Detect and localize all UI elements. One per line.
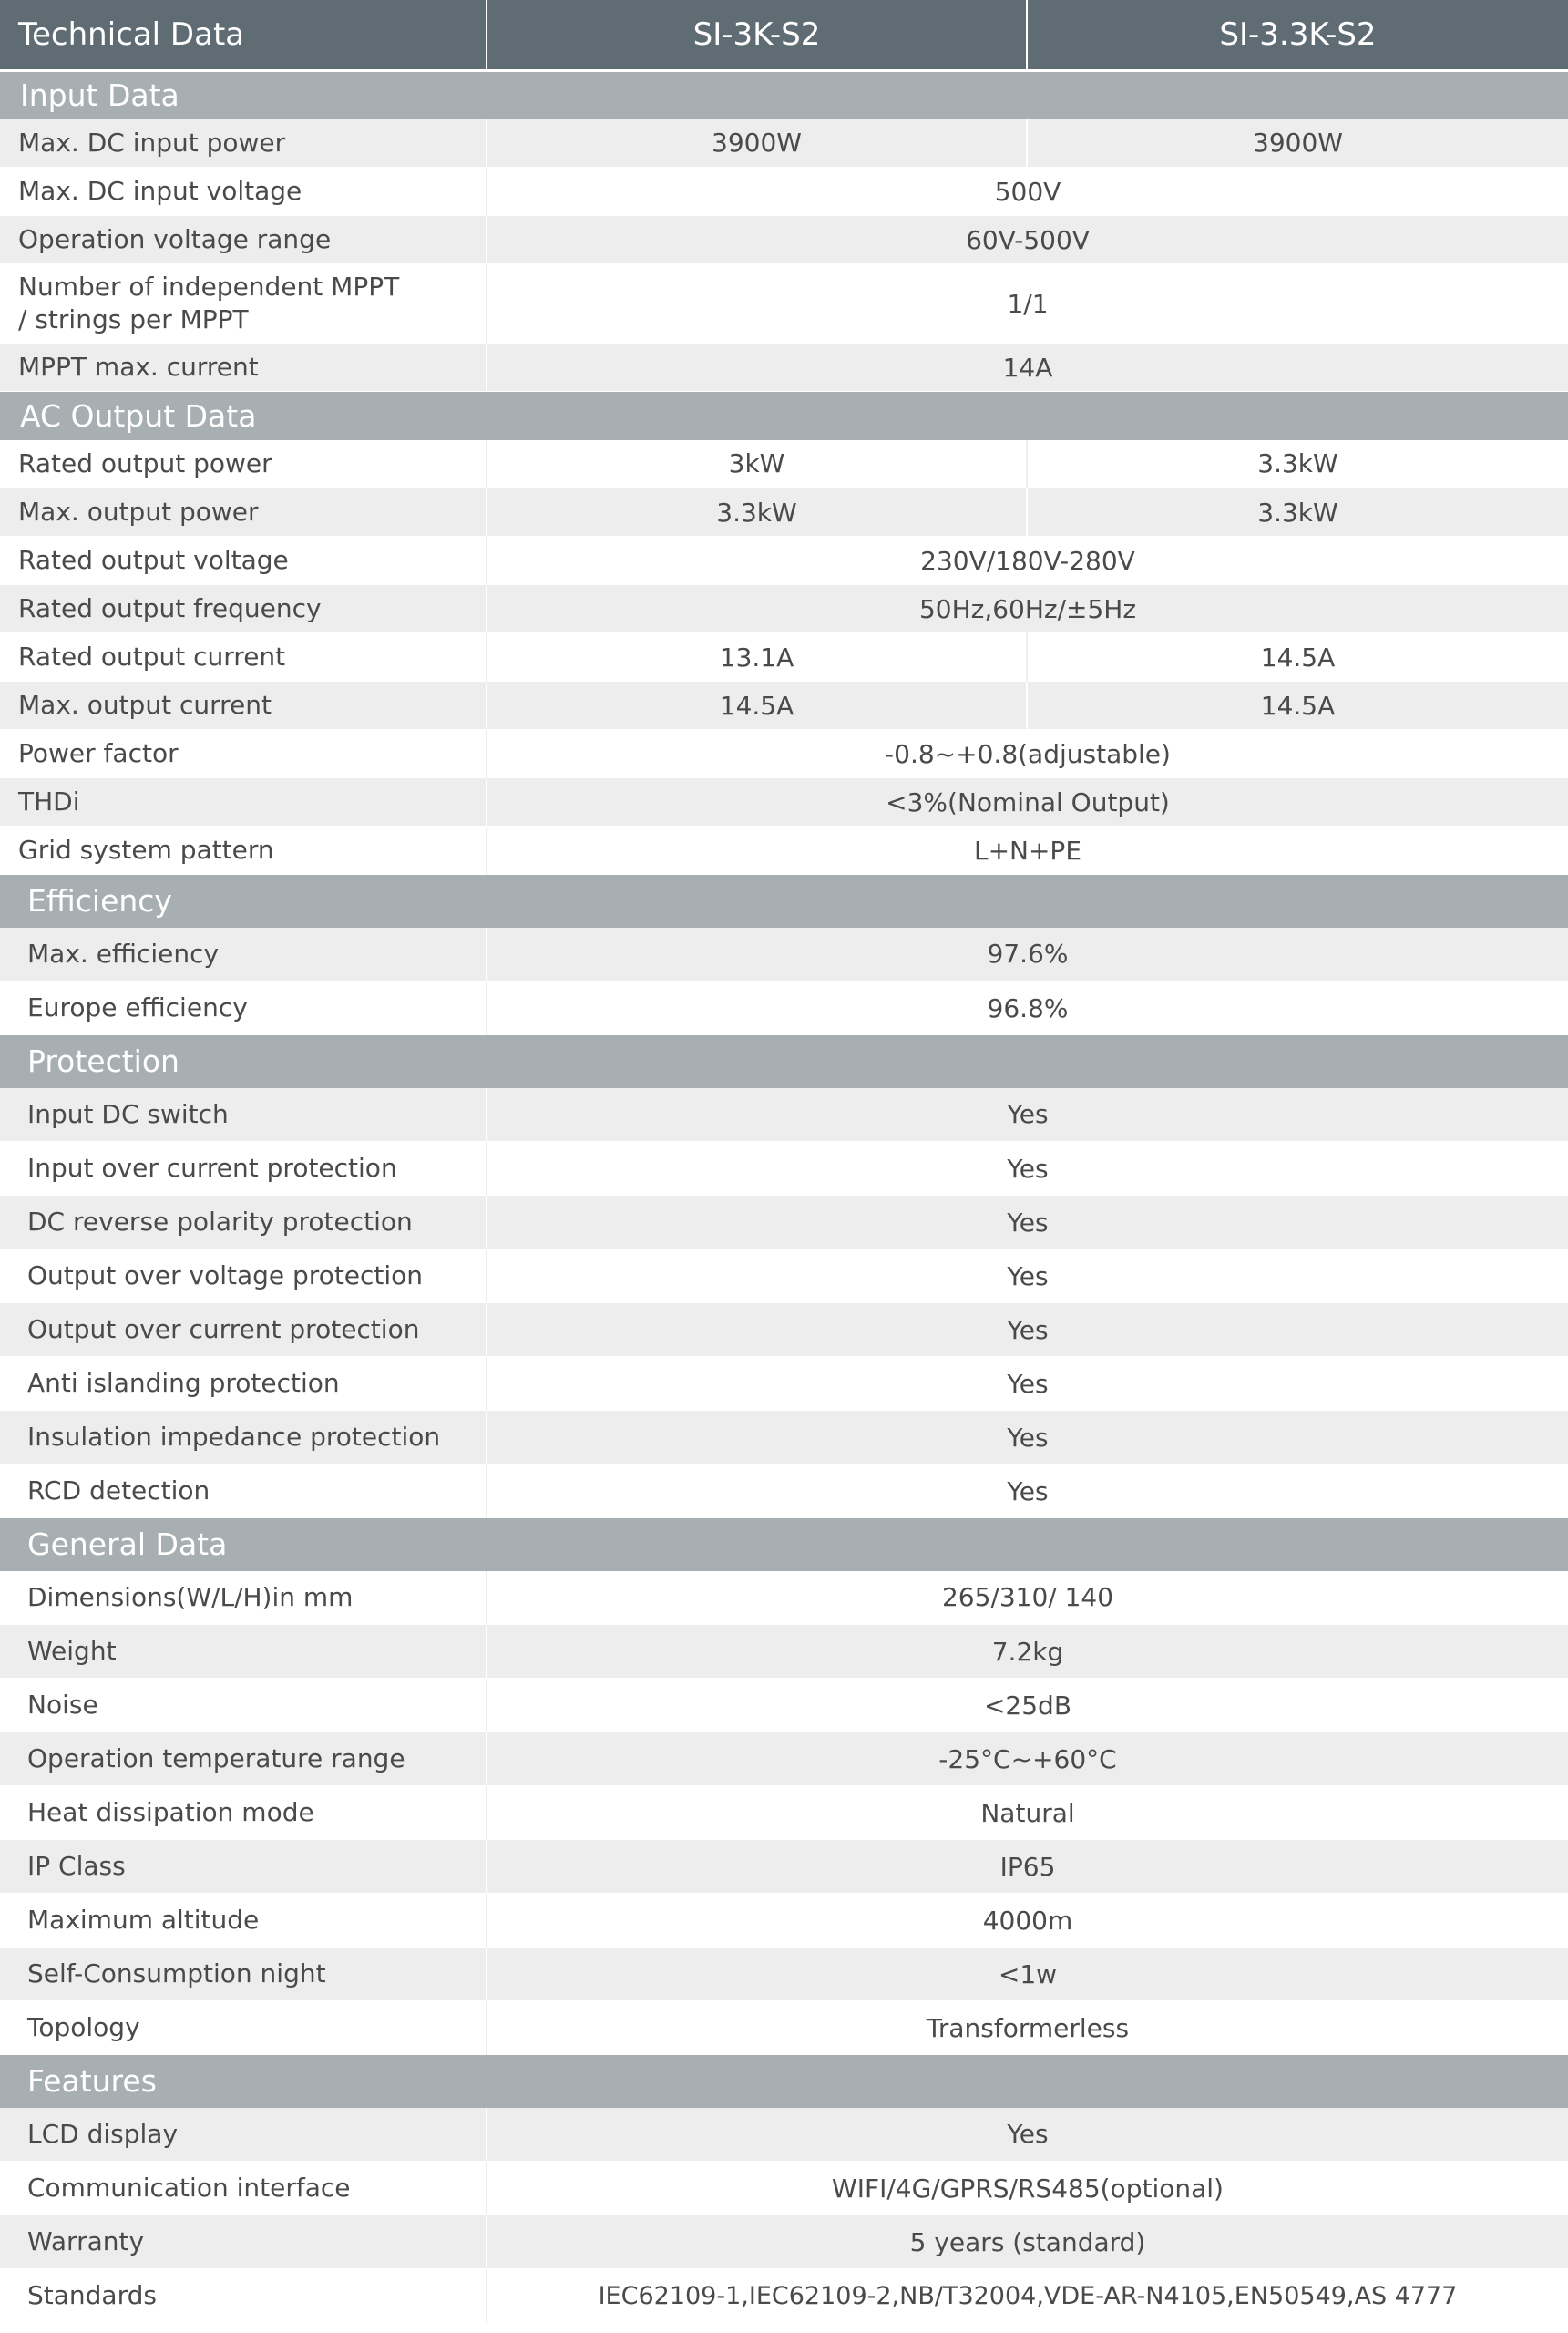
row-value: Yes <box>487 1142 1568 1196</box>
row-value: 230V/180V-280V <box>487 537 1568 585</box>
table-row <box>0 1840 1568 1894</box>
row-label: IP Class <box>0 1840 487 1894</box>
table-row <box>0 1679 1568 1732</box>
table-row <box>0 2162 1568 2215</box>
section-title: Protection <box>0 1035 1568 1088</box>
row-label: Input DC switch <box>0 1088 487 1142</box>
row-label: Max. DC input power <box>0 119 487 168</box>
section-title: Features <box>0 2055 1568 2108</box>
row-value-model-1: 3.3kW <box>487 488 1027 537</box>
table-row <box>0 827 1568 875</box>
table-row <box>0 216 1568 264</box>
row-value: 97.6% <box>487 928 1568 982</box>
model-2-header: SI-3.3K-S2 <box>1027 0 1568 71</box>
row-value: Yes <box>487 1465 1568 1518</box>
row-label: Max. DC input voltage <box>0 168 487 216</box>
row-value-model-2: 3900W <box>1027 119 1568 168</box>
row-value: Yes <box>487 1411 1568 1465</box>
table-row <box>0 119 1568 168</box>
table-row <box>0 982 1568 1035</box>
table-header-row <box>0 0 1568 71</box>
row-label: RCD detection <box>0 1465 487 1518</box>
table-row <box>0 1196 1568 1249</box>
row-value-model-1: 3kW <box>487 440 1027 488</box>
section-title: AC Output Data <box>0 392 1568 440</box>
row-value: Yes <box>487 1303 1568 1357</box>
table-row <box>0 1357 1568 1411</box>
table-row <box>0 537 1568 585</box>
table-row <box>0 2001 1568 2055</box>
row-label: Noise <box>0 1679 487 1732</box>
table-row <box>0 1303 1568 1357</box>
table-row <box>0 1894 1568 1948</box>
table-row <box>0 168 1568 216</box>
row-value-model-1: 13.1A <box>487 633 1027 682</box>
row-label: Rated output power <box>0 440 487 488</box>
section-header-general <box>0 1518 1568 1571</box>
row-value: 14A <box>487 344 1568 392</box>
table-row <box>0 344 1568 392</box>
row-label: Standards <box>0 2269 487 2323</box>
row-label: Maximum altitude <box>0 1894 487 1948</box>
row-value: -25°C~+60°C <box>487 1732 1568 1786</box>
row-label: Max. output current <box>0 682 487 730</box>
section-header-features <box>0 2055 1568 2108</box>
table-row <box>0 1411 1568 1465</box>
row-label: Rated output voltage <box>0 537 487 585</box>
row-value: 265/310/ 140 <box>487 1571 1568 1625</box>
row-label: MPPT max. current <box>0 344 487 392</box>
section-header-protection <box>0 1035 1568 1088</box>
row-label: Topology <box>0 2001 487 2055</box>
table-row <box>0 633 1568 682</box>
row-value: 7.2kg <box>487 1625 1568 1679</box>
row-value-model-2: 14.5A <box>1027 633 1568 682</box>
row-label: Power factor <box>0 730 487 778</box>
row-value: L+N+PE <box>487 827 1568 875</box>
row-label: Insulation impedance protection <box>0 1411 487 1465</box>
table-row <box>0 928 1568 982</box>
table-row <box>0 585 1568 633</box>
row-value: Yes <box>487 1088 1568 1142</box>
row-value: -0.8~+0.8(adjustable) <box>487 730 1568 778</box>
section-title: Efficiency <box>0 875 1568 928</box>
row-value: 5 years (standard) <box>487 2215 1568 2269</box>
table-row <box>0 1732 1568 1786</box>
table-row <box>0 1465 1568 1518</box>
table-row <box>0 1948 1568 2001</box>
row-value: <1w <box>487 1948 1568 2001</box>
row-label: Max. efficiency <box>0 928 487 982</box>
row-value-model-2: 3.3kW <box>1027 440 1568 488</box>
table-title: Technical Data <box>0 0 487 71</box>
table-row <box>0 1088 1568 1142</box>
row-value: 60V-500V <box>487 216 1568 264</box>
row-label: Rated output frequency <box>0 585 487 633</box>
table-row <box>0 1786 1568 1840</box>
row-value: Transformerless <box>487 2001 1568 2055</box>
row-label: Output over current protection <box>0 1303 487 1357</box>
row-label: Europe efficiency <box>0 982 487 1035</box>
row-value: <3%(Nominal Output) <box>487 778 1568 827</box>
row-label: Input over current protection <box>0 1142 487 1196</box>
row-label: Dimensions(W/L/H)in mm <box>0 1571 487 1625</box>
row-label: Communication interface <box>0 2162 487 2215</box>
row-label: Operation temperature range <box>0 1732 487 1786</box>
table-row <box>0 1571 1568 1625</box>
row-label: Operation voltage range <box>0 216 487 264</box>
row-label: Number of independent MPPT / strings per MPPT <box>0 264 487 344</box>
row-value: IEC62109-1,IEC62109-2,NB/T32004,VDE-AR-N4105,EN50549,AS 4777 <box>487 2269 1568 2323</box>
row-label: Warranty <box>0 2215 487 2269</box>
row-value-model-1: 3900W <box>487 119 1027 168</box>
table-row <box>0 682 1568 730</box>
row-label: DC reverse polarity protection <box>0 1196 487 1249</box>
table-row <box>0 440 1568 488</box>
row-label: Weight <box>0 1625 487 1679</box>
table-row <box>0 488 1568 537</box>
row-value: <25dB <box>487 1679 1568 1732</box>
row-label: Anti islanding protection <box>0 1357 487 1411</box>
row-label: LCD display <box>0 2108 487 2162</box>
table-row <box>0 778 1568 827</box>
table-row <box>0 1142 1568 1196</box>
row-value: IP65 <box>487 1840 1568 1894</box>
row-value: Yes <box>487 1249 1568 1303</box>
row-value: Yes <box>487 2108 1568 2162</box>
row-value-model-2: 14.5A <box>1027 682 1568 730</box>
section-header-ac-output <box>0 392 1568 440</box>
row-value: Natural <box>487 1786 1568 1840</box>
row-label: Grid system pattern <box>0 827 487 875</box>
row-value: Yes <box>487 1196 1568 1249</box>
section-title: General Data <box>0 1518 1568 1571</box>
section-header-efficiency <box>0 875 1568 928</box>
table-row <box>0 2269 1568 2323</box>
table-row <box>0 2215 1568 2269</box>
table-row <box>0 730 1568 778</box>
model-1-header: SI-3K-S2 <box>487 0 1027 71</box>
row-value-model-2: 3.3kW <box>1027 488 1568 537</box>
row-value-model-1: 14.5A <box>487 682 1027 730</box>
row-value: 1/1 <box>487 264 1568 344</box>
table-row <box>0 2108 1568 2162</box>
row-label: Heat dissipation mode <box>0 1786 487 1840</box>
row-value: 500V <box>487 168 1568 216</box>
row-value: 4000m <box>487 1894 1568 1948</box>
row-value: 50Hz,60Hz/±5Hz <box>487 585 1568 633</box>
row-value: 96.8% <box>487 982 1568 1035</box>
section-header-input <box>0 71 1568 119</box>
row-label: Output over voltage protection <box>0 1249 487 1303</box>
section-title: Input Data <box>0 71 1568 119</box>
table-row <box>0 1249 1568 1303</box>
row-value: Yes <box>487 1357 1568 1411</box>
row-label: Max. output power <box>0 488 487 537</box>
row-label: Self-Consumption night <box>0 1948 487 2001</box>
row-value: WIFI/4G/GPRS/RS485(optional) <box>487 2162 1568 2215</box>
row-label: Rated output current <box>0 633 487 682</box>
row-label: THDi <box>0 778 487 827</box>
table-row <box>0 1625 1568 1679</box>
table-row <box>0 264 1568 344</box>
